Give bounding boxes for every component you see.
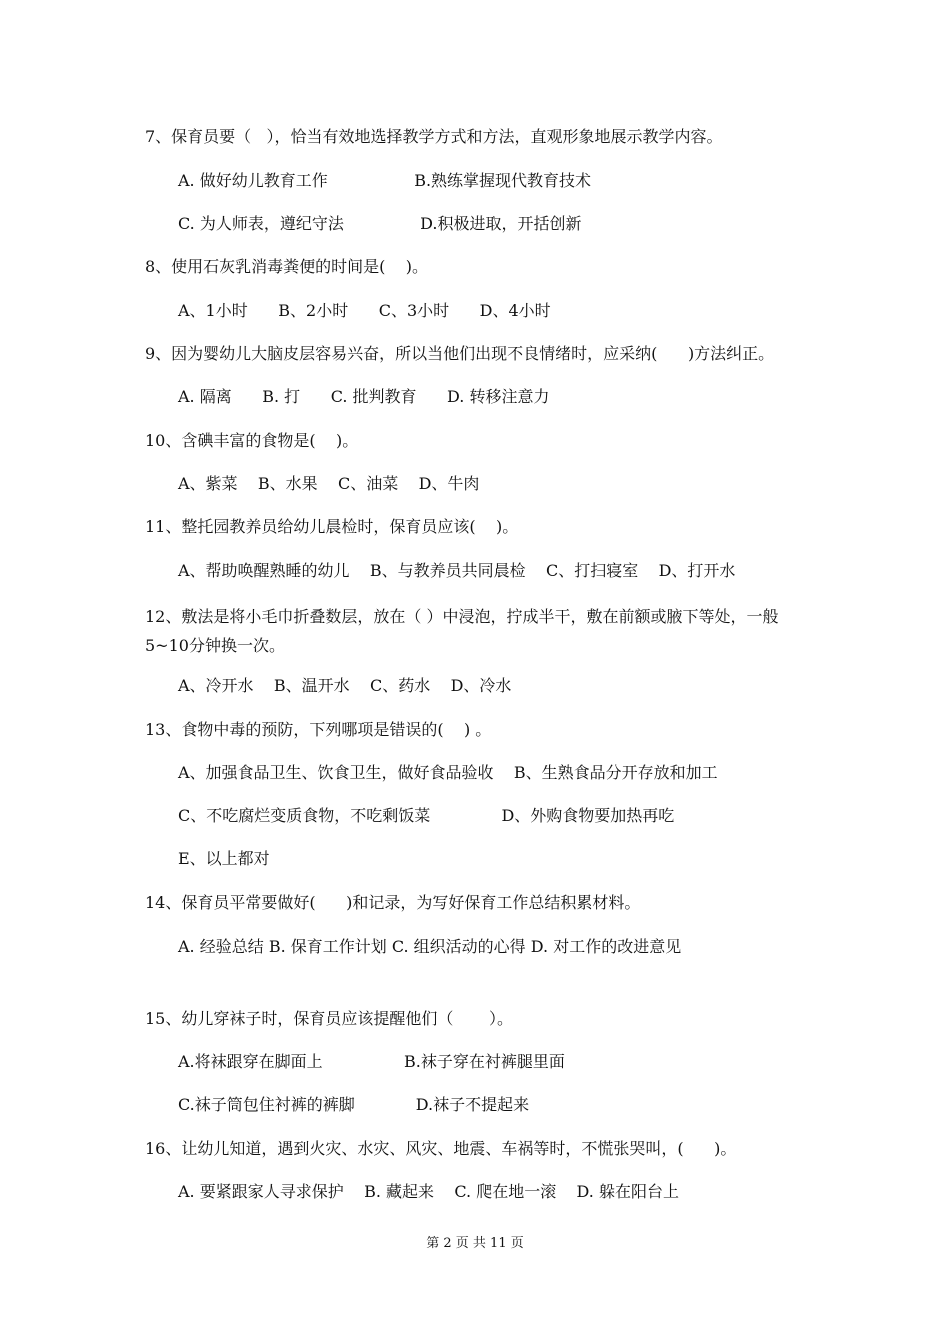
option-line: A. 要紧跟家人寻求保护 B. 藏起来 C. 爬在地一滚 D. 躲在阳台上 xyxy=(178,1182,679,1201)
page-footer: 第 2 页 共 11 页 xyxy=(426,1236,524,1251)
question-stem: 13、食物中毒的预防，下列哪项是错误的( ) 。 xyxy=(145,720,492,739)
option-line: A、1小时 B、2小时 C、3小时 D、4小时 xyxy=(178,301,551,320)
option-line: C.袜子筒包住衬裤的裤脚 D.袜子不提起来 xyxy=(178,1095,530,1114)
question-stem: 8、使用石灰乳消毒粪便的时间是( )。 xyxy=(145,257,429,276)
question-stem: 9、因为婴幼儿大脑皮层容易兴奋，所以当他们出现不良情绪时，应采纳( )方法纠正。 xyxy=(145,344,775,363)
question-stem: 10、含碘丰富的食物是( )。 xyxy=(145,431,359,450)
option-line: A. 做好幼儿教育工作 B.熟练掌握现代教育技术 xyxy=(178,171,592,190)
question-stem: 11、整托园教养员给幼儿晨检时，保育员应该( )。 xyxy=(145,517,519,536)
question-stem: 16、让幼儿知道，遇到火灾、水灾、风灾、地震、车祸等时，不慌张哭叫，( )。 xyxy=(145,1139,737,1158)
option-line: A、冷开水 B、温开水 C、药水 D、冷水 xyxy=(178,676,512,695)
option-line: A. 隔离 B. 打 C. 批判教育 D. 转移注意力 xyxy=(178,387,550,406)
question-stem: 15、幼儿穿袜子时，保育员应该提醒他们（ ）。 xyxy=(145,1009,513,1028)
option-line: C. 为人师表，遵纪守法 D.积极进取，开括创新 xyxy=(178,214,582,233)
option-line: A、紫菜 B、水果 C、油菜 D、牛肉 xyxy=(178,474,480,493)
question-stem: 14、保育员平常要做好( )和记录，为写好保育工作总结积累材料。 xyxy=(145,893,641,912)
option-line: A、帮助唤醒熟睡的幼儿 B、与教养员共同晨检 C、打扫寝室 D、打开水 xyxy=(178,561,736,580)
option-line: A、加强食品卫生、饮食卫生，做好食品验收 B、生熟食品分开存放和加工 xyxy=(178,763,718,782)
option-line: E、以上都对 xyxy=(178,849,270,868)
option-line: A.将袜跟穿在脚面上 B.袜子穿在衬裤腿里面 xyxy=(178,1052,565,1071)
option-line-wrapped: A. 经验总结 B. 保育工作计划 C. 组织活动的心得 D. 对工作的改进意见 xyxy=(178,937,682,956)
option-line: C、不吃腐烂变质食物，不吃剩饭菜 D、外购食物要加热再吃 xyxy=(178,806,675,825)
question-stem: 7、保育员要（ ），恰当有效地选择教学方式和方法，直观形象地展示教学内容。 xyxy=(145,127,723,146)
question-stem: 12、敷法是将小毛巾折叠数层，放在（ ）中浸泡，拧成半干，敷在前额或腋下等处，一般5~10分钟换一次。 xyxy=(145,607,779,655)
